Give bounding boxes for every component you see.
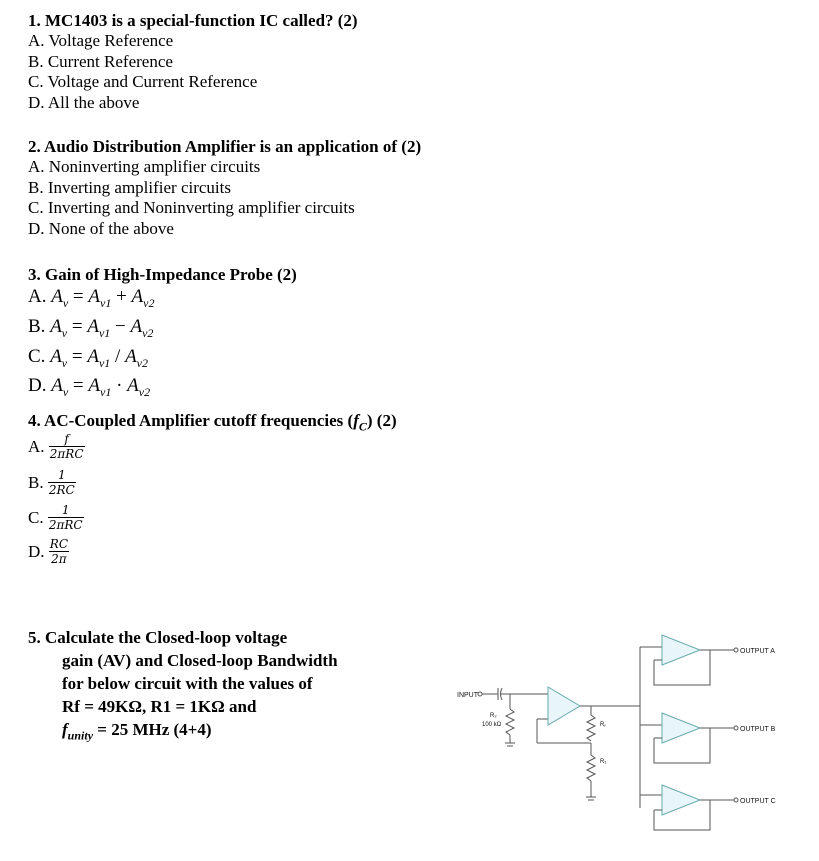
option-label: A. [28, 286, 47, 307]
r2-label: R₂ [490, 713, 497, 719]
question-2-option-b: B. Inverting amplifier circuits [28, 177, 231, 197]
question-3-option-d: D. $A_v = A_{v1} \cdot A_{v2}$ [28, 375, 151, 400]
question-5-line-5: $f_{unity} = 25$ MHz (4+4) [62, 720, 212, 743]
question-1 [28, 10, 358, 113]
circuit-diagram [440, 625, 810, 850]
option-label: A. [28, 437, 45, 456]
operator: − [115, 315, 126, 337]
question-1-option-d: D. All the above [28, 92, 140, 112]
r1-label: R₁ [600, 759, 607, 765]
option-label: C. [28, 508, 44, 527]
question-1-option-b: B. Current Reference [28, 51, 173, 71]
question-2-option-d: D. None of the above [28, 218, 174, 238]
question-4 [28, 410, 528, 590]
question-2 [28, 136, 421, 239]
output-a-label: OUTPUT A [740, 648, 775, 655]
question-4-title: 4. AC-Coupled Amplifier cutoff frequencies $(f_C)$ (2) [28, 411, 397, 434]
question-2-option-a: A. Noninverting amplifier circuits [28, 157, 261, 176]
r2-value: 100 kΩ [482, 722, 502, 728]
output-b-label: OUTPUT B [740, 726, 776, 733]
question-1-title: 1. MC1403 is a special-function IC called? (2) [28, 11, 358, 30]
output-c-label: OUTPUT C [740, 798, 776, 805]
question-4-option-d [28, 538, 69, 566]
question-1-option-a: A. Voltage Reference [28, 31, 174, 50]
option-label: B. [28, 473, 44, 492]
question-3 [28, 264, 297, 404]
fraction: $\frac{1}{2RC}$ [48, 468, 75, 497]
question-1-option-c: C. Voltage and Current Reference [28, 72, 258, 91]
question-5-line-4: Rf = 49KΩ, R1 = 1KΩ and [62, 697, 257, 716]
fraction: $\frac{RC}{2\pi}$ [49, 537, 68, 566]
option-label: D. [28, 542, 45, 561]
question-3-option-b: B. $A_v = A_{v1} - A_{v2}$ [28, 315, 154, 340]
question-5-line-3: for below circuit with the values of [62, 674, 313, 693]
question-2-option-c: C. Inverting and Noninverting amplifier circuits [28, 198, 355, 217]
question-5-line-1: 5. Calculate the Closed-loop voltage [28, 628, 288, 647]
question-5 [28, 626, 448, 747]
fraction: $\frac{1}{\text{2πRC}}$ [48, 503, 83, 532]
question-2-title: 2. Audio Distribution Amplifier is an application of (2) [28, 137, 422, 156]
fraction: $\frac{f}{\text{2πRC}}$ [49, 432, 84, 461]
question-3-title: 3. Gain of High-Impedance Probe (2) [28, 265, 297, 284]
operator: / [115, 345, 121, 367]
input-label: INPUT [457, 692, 478, 699]
operator: + [116, 286, 127, 307]
question-4-option-b [28, 469, 76, 497]
question-3-option-a: A. $A_v = A_{v1} + A_{v2}$ [28, 286, 155, 310]
question-5-line-2: gain (AV) and Closed-loop Bandwidth [62, 651, 338, 670]
question-3-option-c: C. $A_v = A_{v1} / A_{v2}$ [28, 345, 148, 370]
option-label: C. [28, 345, 46, 367]
option-label: B. [28, 315, 46, 337]
question-4-option-a [28, 433, 85, 461]
question-4-option-c [28, 504, 84, 532]
operator: · [116, 375, 123, 397]
rf-label: Rf [600, 722, 606, 728]
option-label: D. [28, 375, 47, 397]
